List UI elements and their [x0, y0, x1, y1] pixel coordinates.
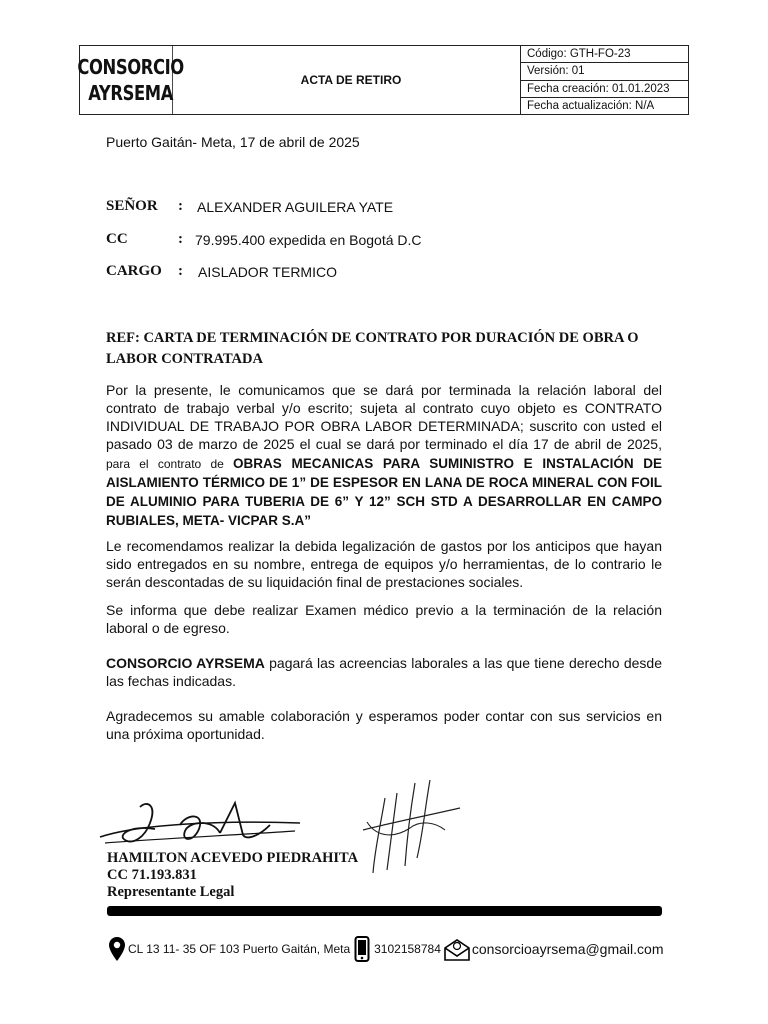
footer-divider — [107, 906, 662, 916]
cc-label: CC — [106, 231, 128, 247]
signer-cc: CC 71.193.831 — [107, 867, 197, 883]
doc-created: Fecha creación: 01.01.2023 — [521, 81, 688, 98]
paragraph-payment — [106, 654, 662, 690]
doc-version: Versión: 01 — [521, 63, 688, 80]
place-date: Puerto Gaitán- Meta, 17 de abril de 2025 — [106, 134, 360, 150]
document-title: ACTA DE RETIRO — [182, 46, 521, 114]
company-logo — [77, 46, 184, 114]
mail-icon — [444, 937, 470, 961]
paragraph-termination — [106, 381, 662, 530]
cargo-label: CARGO — [106, 263, 162, 279]
signer-role: Representante Legal — [107, 884, 235, 900]
paragraph-medical-exam: Se informa que debe realizar Examen médico previo a la terminación de la relación laboral o de egreso. — [106, 602, 662, 636]
location-pin-icon — [108, 936, 126, 962]
contract-object: OBRAS MECANICAS PARA SUMINISTRO E INSTALACIÓN DE AISLAMIENTO TÉRMICO DE 1” DE ESPESOR EN LANA DE ROCA MINERAL CON FOIL DE ALUMINIO PARA TUBERIA DE 6” Y 12” SCH STD A DESARROLLAR EN CAMPO RUBIALES, META- VICPAR S.A” — [106, 456, 663, 528]
senor-value: ALEXANDER AGUILERA YATE — [197, 199, 394, 215]
paragraph-termination-connector: para el contrato de — [106, 457, 234, 471]
paragraph-termination-text: Por la presente, le comunicamos que se dará por terminada la relación laboral del contrato de trabajo verbal y/o escrito; sujeta al contrato cuyo objeto es CONTRATO INDIVIDUAL DE TRABAJO POR OBRA LABOR DETERMINADA; suscrito con usted el pasado 03 de marzo de 2025 el cual se dará por terminado el día 17 de abril de 2025, — [106, 382, 662, 452]
footer-email[interactable]: consorcioayrsema@gmail.com — [471, 941, 664, 957]
paragraph-thanks: Agradecemos su amable colaboración y esperamos poder contar con sus servicios en una próxima oportunidad. — [106, 708, 662, 742]
doc-updated: Fecha actualización: N/A — [527, 99, 655, 112]
logo-line1: CONSORCIO — [77, 55, 184, 79]
signer-name: HAMILTON ACEVEDO PIEDRAHITA — [107, 850, 359, 866]
senor-colon: : — [178, 198, 183, 214]
footer-contact — [108, 934, 663, 964]
paragraph-payment-text: pagará las acreencias laborales a las que tiene derecho desde las fechas indicadas. — [106, 655, 662, 689]
phone-icon — [354, 936, 370, 962]
footer-phone: 3102158784 — [374, 942, 441, 956]
reference-line: REF: CARTA DE TERMINACIÓN DE CONTRATO POR DURACIÓN DE OBRA O LABOR CONTRATADA — [106, 330, 639, 367]
cargo-value: AISLADOR TERMICO — [198, 264, 337, 280]
senor-label: SEÑOR — [106, 198, 158, 214]
cc-value: 79.995.400 expedida en Bogotá D.C — [195, 232, 422, 248]
signature-scribble-right — [355, 778, 465, 878]
document-header — [79, 45, 689, 115]
company-name: CONSORCIO AYRSEMA — [106, 655, 265, 671]
cc-colon: : — [178, 231, 183, 247]
paragraph-expenses: Le recomendamos realizar la debida legalización de gastos por los anticipos que hayan sido entregados en su nombre, entrega de equipos y/o herramientas, de lo contrario le serán descontadas de su liquidación final de prestaciones sociales. — [106, 538, 662, 590]
cargo-colon: : — [178, 263, 183, 279]
document-meta — [521, 46, 688, 114]
doc-code: Código: GTH-FO-23 — [521, 46, 688, 63]
footer-address: CL 13 11- 35 OF 103 Puerto Gaitán, Meta — [128, 942, 351, 956]
logo-line2: AYRSEMA — [88, 81, 173, 105]
